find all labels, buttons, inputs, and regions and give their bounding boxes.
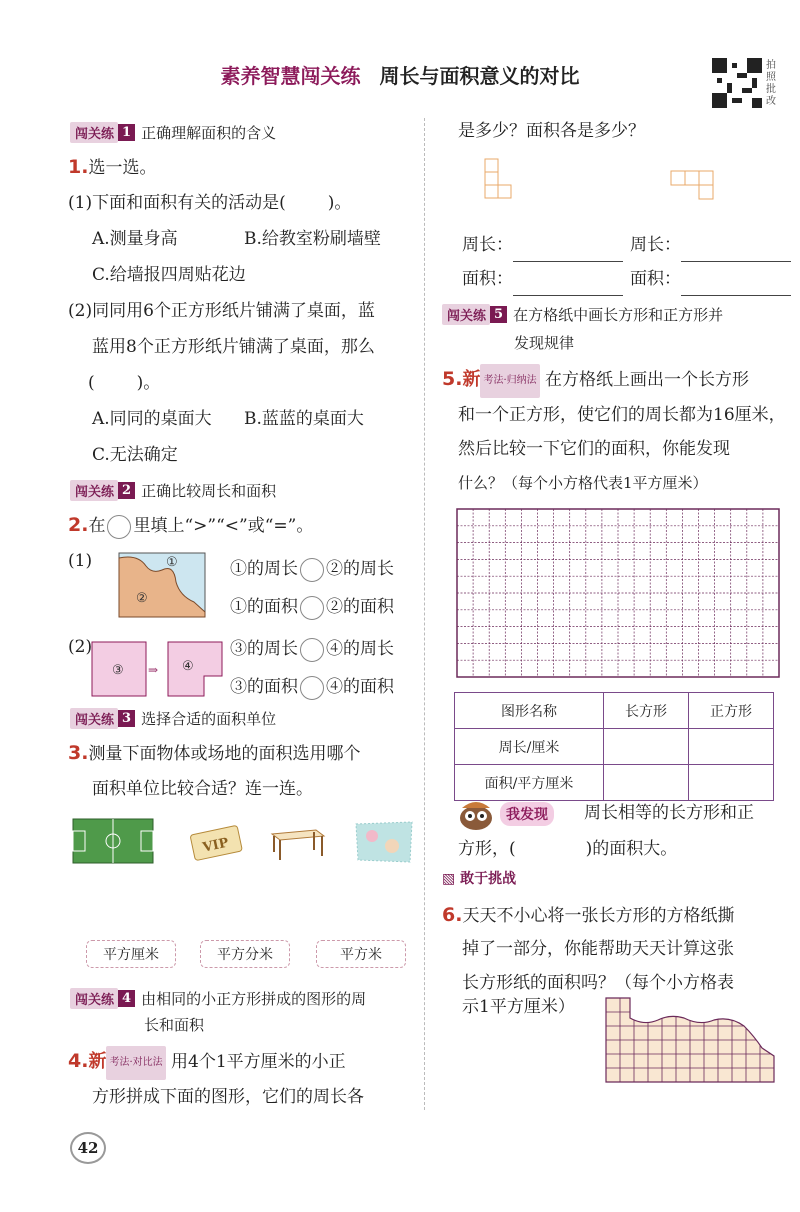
q2-part2-label: (2) — [68, 637, 93, 657]
challenge-heading — [442, 868, 516, 888]
section-num: 5 — [490, 306, 507, 323]
q6-text: 天天不小心将一张长方形的方格纸撕 — [462, 906, 735, 926]
perimeter-label: 周长： — [462, 235, 513, 255]
compare-circle[interactable] — [300, 558, 324, 582]
grid-paper[interactable] — [456, 508, 780, 678]
q2-stem — [68, 508, 313, 543]
stamp-image — [352, 818, 416, 866]
method-badge: 考法·归纳法 — [480, 364, 539, 398]
q1-p2-option-a: A.同同的桌面大 — [92, 409, 212, 429]
question-number: 1. — [68, 156, 89, 178]
q2-row1 — [230, 552, 394, 586]
section-title: 正确理解面积的含义 — [141, 124, 277, 142]
shape-b-perimeter — [630, 228, 791, 262]
q2-text-b: 里填上“>”“<”或“=”。 — [133, 516, 314, 536]
section-tag: 闯关练 — [70, 708, 118, 729]
question-number: 2. — [68, 514, 89, 536]
section-title: 由相同的小正方形拼成的图形的周 — [141, 990, 367, 1008]
q1-p1-option-c: C.给墙报四周贴花边 — [92, 265, 246, 285]
q1-part1 — [68, 186, 351, 220]
page-number: 42 — [70, 1132, 106, 1164]
section-tag: 闯关练 — [70, 122, 118, 143]
shape-a-figure — [484, 158, 526, 200]
section-4-title-line2: 长和面积 — [144, 1016, 205, 1034]
result-table — [454, 692, 774, 801]
unit-label: 平方厘米 — [86, 940, 176, 968]
basketball-court-image — [72, 818, 154, 864]
q2-row2 — [230, 590, 394, 624]
q2-row3 — [230, 632, 394, 666]
unit-card-cm2[interactable] — [86, 940, 176, 968]
question-number: 5. — [442, 368, 463, 390]
section-tag: 闯关练 — [442, 304, 490, 325]
q6-line3: 长方形纸的面积吗？（每个小方格表 — [462, 973, 734, 993]
compare-circle[interactable] — [300, 676, 324, 700]
perimeter-label: 周长： — [630, 235, 681, 255]
section-4-heading — [70, 988, 366, 1009]
q1-stem — [68, 150, 156, 185]
column-divider — [424, 118, 425, 1110]
square-transform-figure — [90, 640, 226, 698]
q2-row4 — [230, 670, 394, 704]
section-2-heading — [70, 480, 276, 501]
section-num: 3 — [118, 710, 135, 727]
compare-left: ③的面积 — [230, 677, 298, 697]
q4-line1 — [68, 1044, 346, 1080]
question-number: 6. — [442, 904, 463, 926]
shape-a-area — [462, 262, 623, 296]
unit-label: 平方米 — [316, 940, 406, 968]
question-number: 3. — [68, 742, 89, 764]
unit-label: 平方分米 — [200, 940, 290, 968]
compare-circle[interactable] — [300, 638, 324, 662]
q5-text: 在方格纸上画出一个长方形 — [545, 370, 750, 390]
header-brand: 素养智慧闯关练 — [220, 64, 361, 88]
compare-right: ②的面积 — [326, 597, 394, 617]
coastline-figure — [118, 552, 206, 618]
q1-text: 选一选。 — [88, 158, 157, 178]
compare-right: ④的周长 — [326, 639, 394, 659]
table-cell-input[interactable] — [604, 729, 689, 765]
q1-part2-line2: 蓝用8个正方形纸片铺满了桌面，那么 — [92, 337, 375, 357]
q1-part1-text: (1)下面和面积有关的活动是( — [68, 193, 286, 213]
q3-text: 测量下面物体或场地的面积选用哪个 — [88, 744, 361, 764]
q1-part2-line1: (2)同同用6个正方形纸片铺满了桌面，蓝 — [68, 301, 375, 321]
q5-discover-line1: 周长相等的长方形和正 — [584, 803, 754, 823]
q5-line1 — [442, 362, 749, 398]
fig-label-1: ① — [166, 555, 178, 570]
answer-blank[interactable] — [681, 243, 791, 262]
new-badge: 新 — [462, 369, 481, 390]
q4-text: 用4个1平方厘米的小正 — [171, 1052, 346, 1072]
table-header: 图形名称 — [455, 693, 604, 729]
paren-open: ( — [88, 373, 95, 393]
q3-line2: 面积单位比较合适？连一连。 — [92, 779, 313, 799]
area-label: 面积： — [630, 269, 681, 289]
q5-line3: 然后比较一下它们的面积，你能发现 — [458, 439, 730, 459]
torn-grid-figure — [604, 996, 776, 1084]
page-header — [0, 60, 800, 89]
circle-blank-icon — [107, 515, 131, 539]
q5-line4: 什么？（每个小方格代表1平方厘米） — [458, 474, 708, 492]
q4-line2: 方形拼成下面的图形，它们的周长各 — [92, 1087, 364, 1107]
challenge-icon: ▧ — [442, 871, 456, 887]
q1-p1-option-a: A.测量身高 — [92, 229, 178, 249]
q1-p2-option-b: B.蓝蓝的桌面大 — [244, 409, 364, 429]
section-num: 2 — [118, 482, 135, 499]
answer-blank[interactable] — [513, 277, 623, 296]
area-label: 面积： — [462, 269, 513, 289]
section-3-heading — [70, 708, 276, 729]
arrow-icon: ⇒ — [148, 663, 159, 677]
table-cell-input[interactable] — [689, 729, 774, 765]
table-row-label: 面积/平方厘米 — [455, 765, 604, 801]
table-header: 正方形 — [689, 693, 774, 729]
method-badge: 考法·对比法 — [106, 1046, 165, 1080]
compare-right: ④的面积 — [326, 677, 394, 697]
discover-text-a: 方形，( — [458, 839, 516, 859]
q1-part2-line3 — [88, 366, 160, 400]
q2-part1-label: (1) — [68, 551, 93, 571]
discover-label: 我发现 — [500, 802, 554, 826]
section-5-heading — [442, 304, 723, 325]
table-header: 长方形 — [604, 693, 689, 729]
fig-label-2: ② — [136, 591, 148, 606]
section-title: 在方格纸中画长方形和正方形并 — [513, 306, 724, 324]
compare-left: ③的周长 — [230, 639, 298, 659]
discover-badge — [500, 802, 554, 826]
section-tag: 闯关练 — [70, 988, 118, 1009]
q3-line1 — [68, 736, 360, 771]
answer-blank[interactable] — [513, 243, 623, 262]
section-num: 1 — [118, 124, 135, 141]
unit-card-dm2[interactable] — [200, 940, 290, 968]
qr-label: 拍照批改 — [766, 60, 776, 107]
q6-line2: 掉了一部分，你能帮助天天计算这张 — [462, 939, 734, 959]
header-subtitle: 周长与面积意义的对比 — [379, 64, 580, 88]
q1-p1-option-b: B.给教室粉刷墙壁 — [244, 229, 381, 249]
section-tag: 闯关练 — [70, 480, 118, 501]
section-num: 4 — [118, 990, 135, 1007]
q2-text-a: 在 — [88, 516, 106, 536]
paren-close: )。 — [136, 373, 161, 393]
section-5-title-line2: 发现规律 — [514, 334, 575, 352]
q6-line4: 示1平方厘米） — [462, 997, 575, 1017]
shape-b-figure — [670, 170, 728, 206]
answer-blank[interactable] — [681, 277, 791, 296]
q4-continuation: 是多少？面积各是多少？ — [458, 121, 645, 141]
compare-right: ②的周长 — [326, 559, 394, 579]
shape-b-area — [630, 262, 791, 296]
vip-card-image — [186, 822, 246, 862]
vip-text: VIP — [201, 835, 230, 856]
q5-line2: 和一个正方形，使它们的周长都为16厘米， — [458, 405, 786, 425]
mascot-icon — [452, 796, 500, 834]
section-title: 正确比较周长和面积 — [141, 482, 277, 500]
table-row-label: 周长/厘米 — [455, 729, 604, 765]
fig-label-3: ③ — [112, 663, 124, 678]
qr-code-icon[interactable] — [712, 58, 762, 108]
q5-discover-line2 — [458, 832, 677, 866]
discover-text-b: )的面积大。 — [585, 839, 678, 859]
section-title: 选择合适的面积单位 — [141, 710, 277, 728]
section-1-heading — [70, 122, 276, 143]
compare-circle[interactable] — [300, 596, 324, 620]
compare-left: ①的面积 — [230, 597, 298, 617]
question-number: 4. — [68, 1050, 89, 1072]
q1-p2-option-c: C.无法确定 — [92, 445, 178, 465]
table-image — [266, 824, 328, 862]
compare-left: ①的周长 — [230, 559, 298, 579]
q1-part1-end: )。 — [327, 193, 352, 213]
challenge-label: 敢于挑战 — [460, 871, 517, 887]
shape-a-perimeter — [462, 228, 623, 262]
unit-card-m2[interactable] — [316, 940, 406, 968]
fig-label-4: ④ — [182, 659, 194, 674]
new-badge: 新 — [88, 1051, 107, 1072]
q6-line1 — [442, 898, 734, 933]
